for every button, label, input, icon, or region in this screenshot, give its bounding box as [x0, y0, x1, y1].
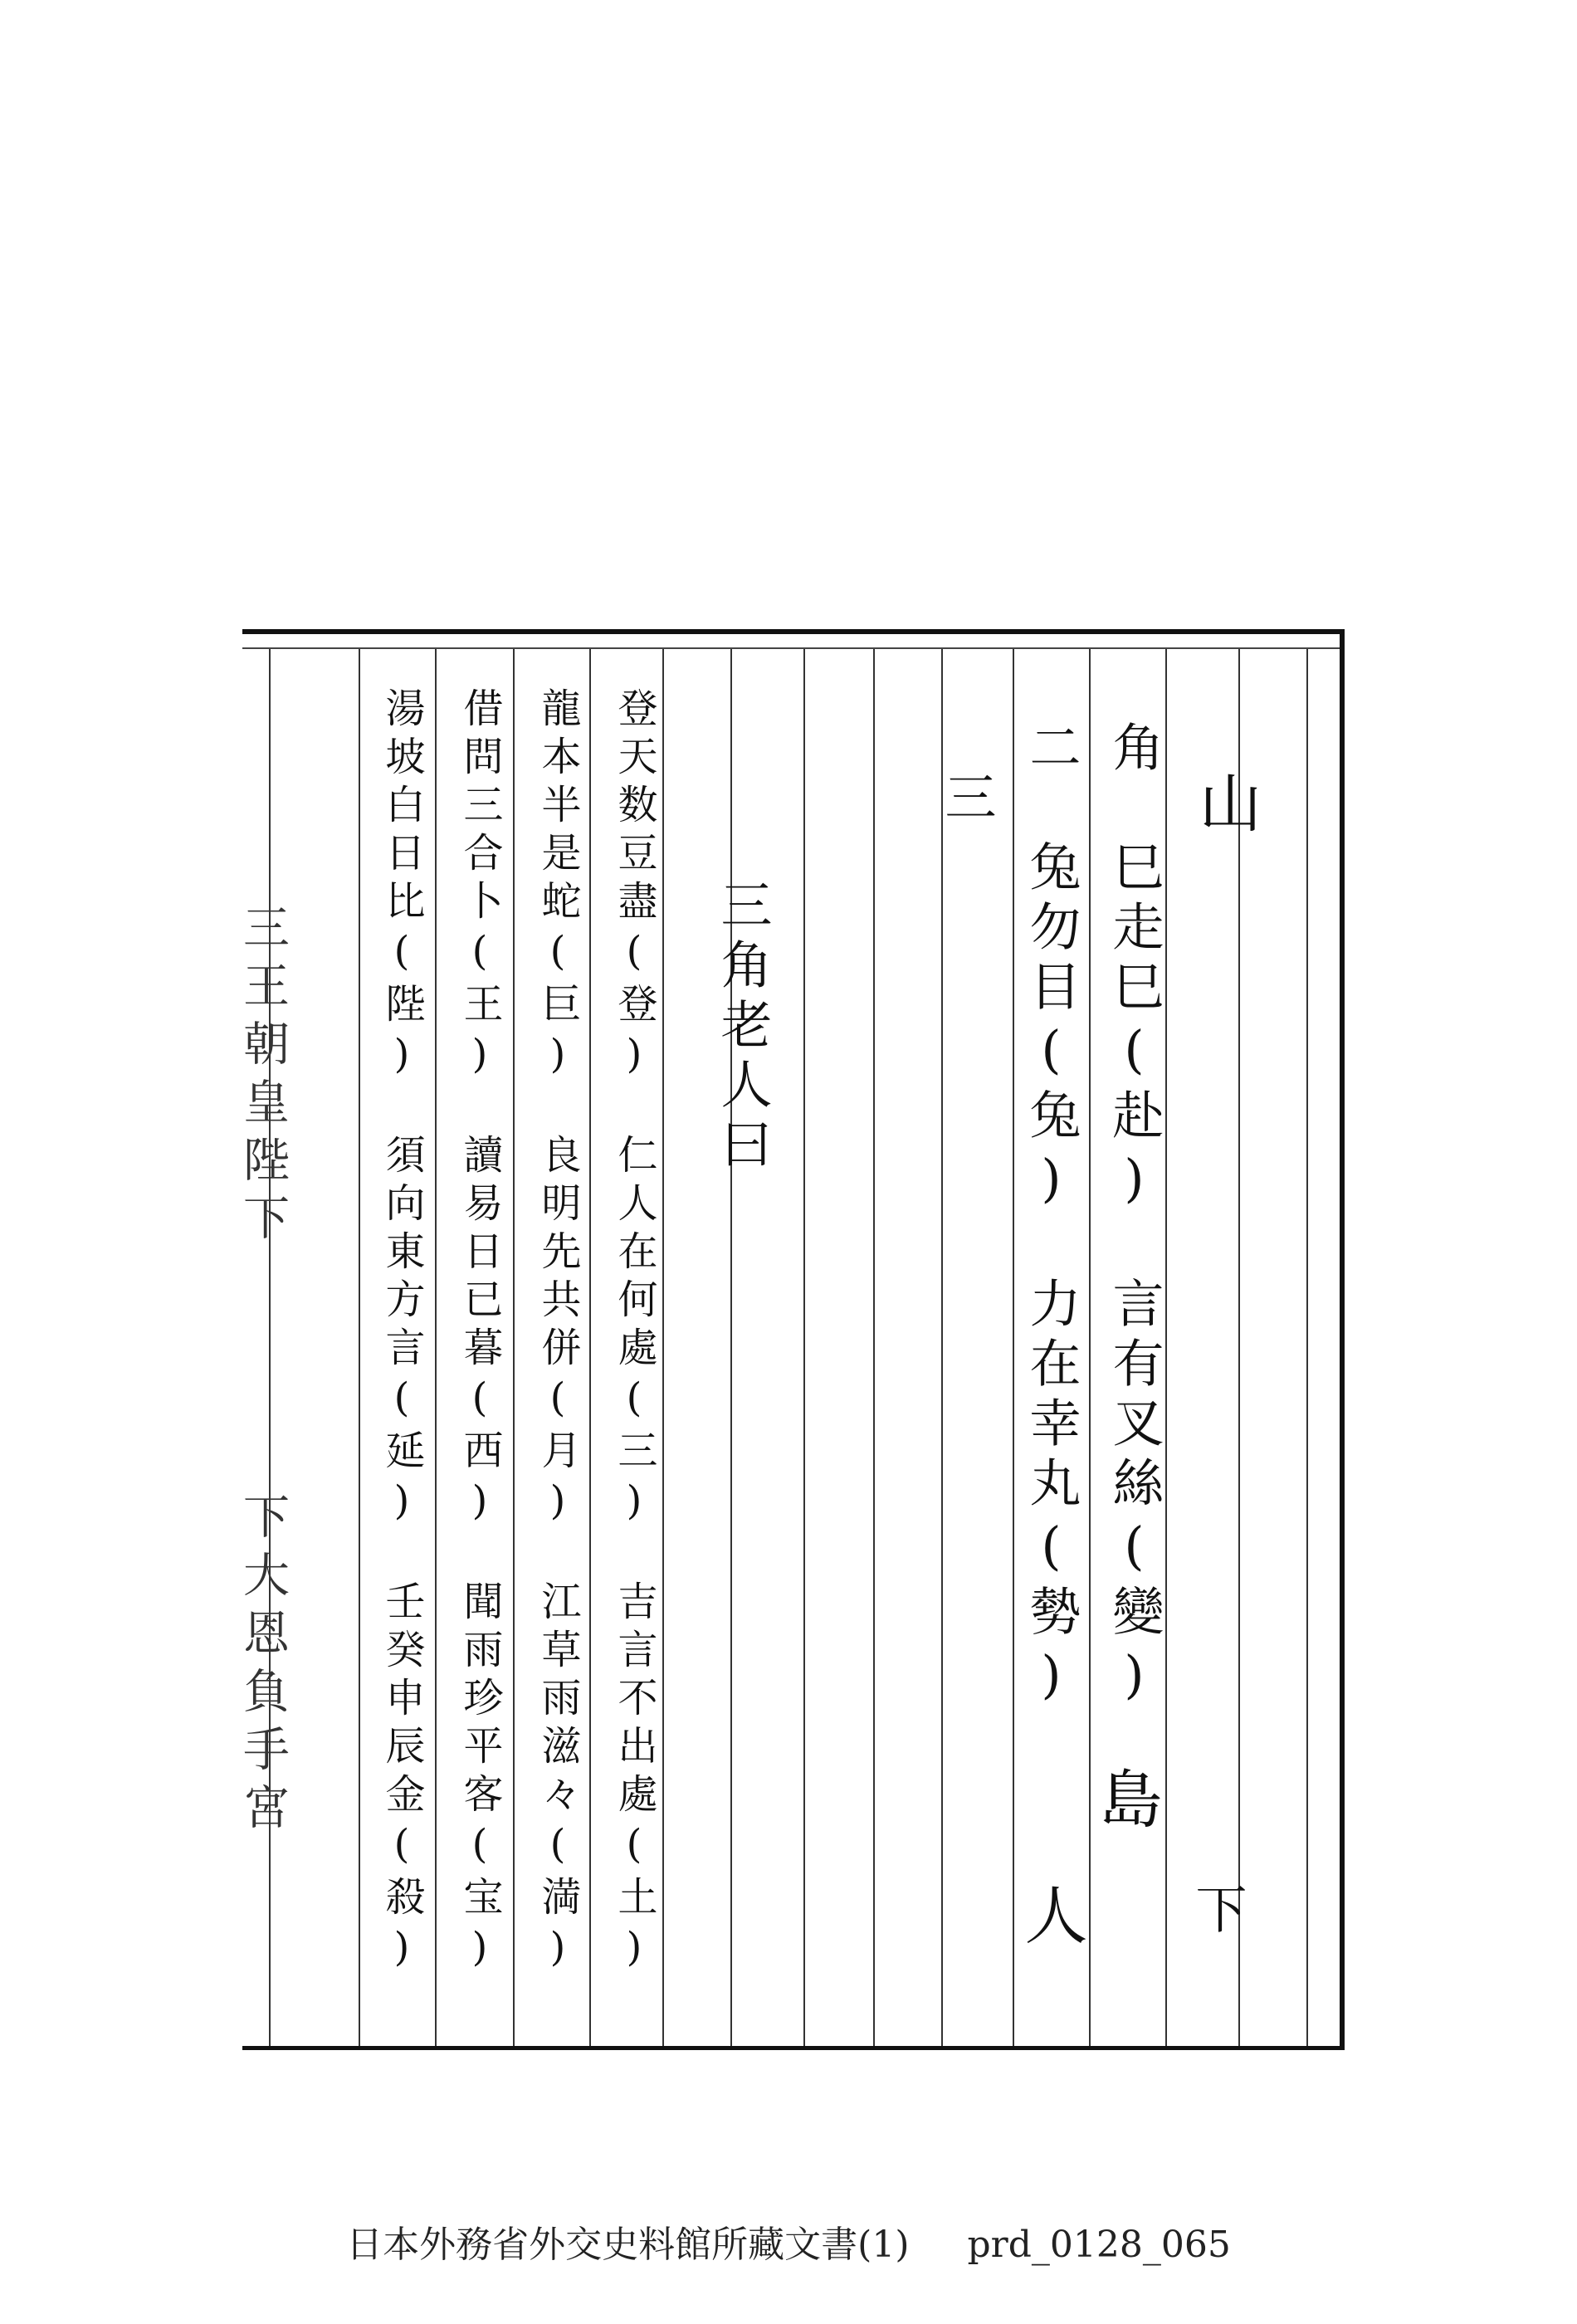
column-5-text: 三角老人曰 — [712, 878, 773, 1177]
column-rule — [803, 649, 805, 2046]
column-rule — [435, 649, 437, 2046]
frame-right-rule — [1340, 629, 1345, 2050]
frame-top-rule — [242, 629, 1345, 634]
column-rule — [1306, 649, 1308, 2046]
column-3-text: 二 兔勿目(兔) 力在幸丸(勢) — [1021, 720, 1081, 1713]
column-rule — [589, 649, 591, 2046]
column-rule — [941, 649, 943, 2046]
column-rule — [873, 649, 875, 2046]
column-rule — [513, 649, 515, 2046]
column-6-text: 登天数豆盡(登) 仁人在何處(三) 吉言不出處(土) — [611, 687, 657, 1979]
archive-caption: 日本外務省外交史料館所藏文書(1) — [346, 2224, 910, 2266]
archive-footer — [0, 2214, 1577, 2268]
column-7-text: 龍本半是蛇(巨) 良明先共併(月) 江草雨滋々(満) — [535, 687, 581, 1979]
column-1-text: 山 — [1189, 770, 1262, 842]
column-rule — [359, 649, 360, 2046]
margin-text-upper: 三王朝皇陛下 — [236, 903, 290, 1252]
annotation-island: 島 — [1089, 1766, 1163, 1838]
column-rule — [1238, 649, 1240, 2046]
annotation-below: 下 — [1187, 1882, 1247, 1942]
document-reference: prd_0128_065 — [967, 2224, 1231, 2266]
column-2-text: 角 巳走巳(赴) 言有叉絲(變) — [1104, 720, 1164, 1713]
frame-bottom-rule — [242, 2046, 1345, 2050]
column-9-text: 湯坡白日比(陛) 須向東方言(延) 壬癸申辰金(殺) — [378, 687, 425, 1979]
annotation-person: 人 — [1014, 1882, 1088, 1954]
column-4-text: 三 — [936, 770, 997, 830]
manuscript-frame — [236, 629, 1345, 2050]
column-rule — [730, 649, 732, 2046]
margin-text-lower: 下大恩負手宮 — [236, 1492, 290, 1841]
frame-top-inner-rule — [242, 647, 1345, 649]
column-8-text: 借問三合卜(王) 讀易日已暮(西) 聞雨珍平客(宝) — [456, 687, 503, 1979]
